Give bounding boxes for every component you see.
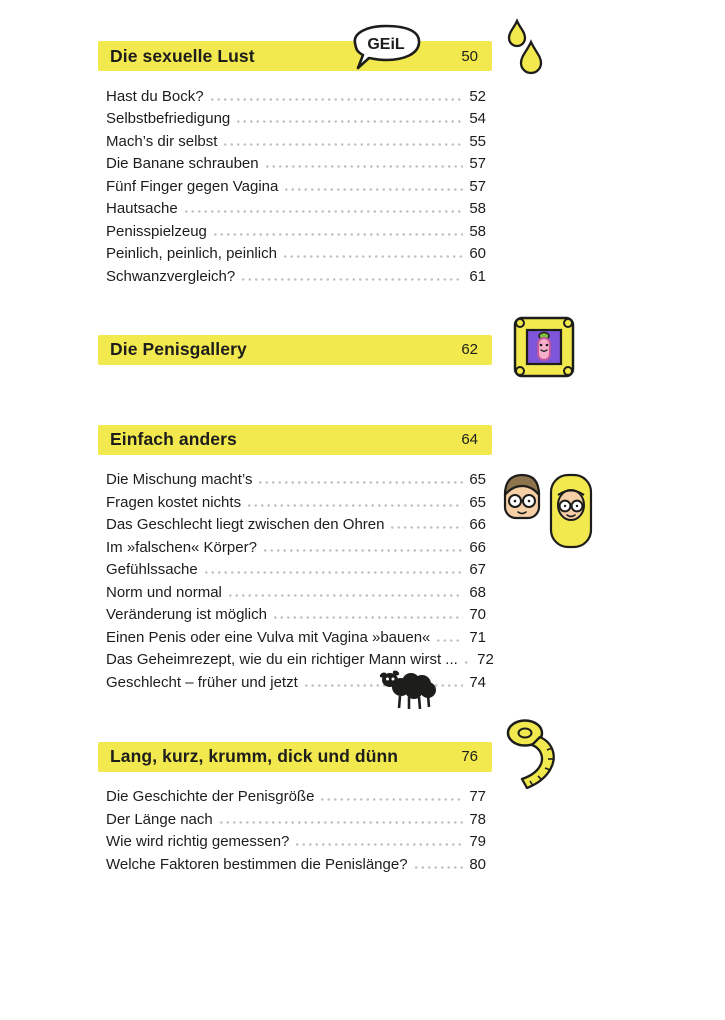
toc-entry [106, 830, 486, 853]
entry-page-number: 67 [469, 561, 486, 578]
entry-page-number: 55 [469, 132, 486, 150]
entry-label: Mach’s dir selbst [106, 132, 218, 150]
dotted-leader [319, 785, 463, 808]
toc-entry [106, 490, 486, 513]
section-title: Die Penisgallery [110, 339, 247, 359]
entry-page-number: 78 [469, 810, 486, 828]
entry-page-number: 80 [469, 855, 486, 873]
entry-label: Geschlecht – früher und jetzt [106, 673, 298, 691]
entry-label: Das Geheimrezept, wie du ein richtiger Mann wirst ... [106, 651, 458, 668]
entry-label: Die Banane schrauben [106, 155, 259, 172]
entry-label: Fünf Finger gegen Vagina [106, 177, 279, 195]
entry-label: Norm und normal [106, 583, 222, 601]
section-title: Einfach anders [110, 429, 237, 449]
section-title: Lang, kurz, krumm, dick und dünn [110, 746, 399, 766]
toc-entry [106, 852, 486, 875]
entry-label: Der Länge nach [106, 810, 213, 828]
water-drops-doodle [504, 18, 546, 80]
toc-entry [106, 264, 486, 287]
toc-entry [106, 535, 486, 558]
dotted-leader [227, 580, 463, 603]
entry-page-number: 60 [469, 245, 486, 262]
section-title: Die sexuelle Lust [110, 45, 255, 66]
entry-page-number: 68 [469, 583, 486, 601]
toc-entry [106, 219, 486, 242]
toc-section [98, 742, 492, 875]
black-sheep-doodle [376, 662, 440, 710]
entry-page-number: 58 [469, 200, 486, 217]
dotted-leader [463, 648, 471, 671]
toc-entry [106, 197, 486, 220]
entry-label: Selbstbefriedigung [106, 110, 231, 127]
entry-page-number: 58 [469, 222, 486, 240]
entry-page-number: 72 [477, 651, 494, 668]
toc-entry [106, 107, 486, 130]
dotted-leader [283, 174, 463, 197]
section-header [98, 425, 492, 455]
speech-bubble-text: GEiL [367, 36, 405, 53]
entry-label: Hast du Bock? [106, 87, 204, 105]
toc-section [98, 335, 492, 365]
toc-entry [106, 174, 486, 197]
section-page-number: 50 [461, 47, 478, 65]
framed-picture-doodle [512, 314, 576, 380]
entry-page-number: 57 [469, 155, 486, 172]
section-header [98, 41, 492, 71]
entry-page-number: 57 [469, 177, 486, 195]
dotted-leader [240, 264, 463, 287]
toc-entry [106, 625, 486, 648]
entry-label: Die Geschichte der Penisgröße [106, 788, 315, 805]
section-entries [98, 785, 492, 875]
entry-page-number: 65 [469, 471, 486, 488]
entry-page-number: 77 [469, 788, 486, 805]
section-entries [98, 468, 492, 693]
toc-entry [106, 558, 486, 581]
entry-label: Im »falschen« Körper? [106, 538, 257, 556]
toc-section [98, 425, 492, 693]
dotted-leader [272, 603, 463, 626]
entry-page-number: 54 [469, 110, 486, 127]
toc-entry [106, 807, 486, 830]
entry-label: Wie wird richtig gemessen? [106, 833, 290, 850]
entry-label: Das Geschlecht liegt zwischen den Ohren [106, 516, 385, 533]
entry-page-number: 66 [469, 538, 486, 556]
dotted-leader [246, 490, 463, 513]
entry-label: Peinlich, peinlich, peinlich [106, 245, 277, 262]
section-page-number: 62 [461, 341, 478, 358]
entry-page-number: 79 [469, 833, 486, 850]
toc-entry [106, 468, 486, 491]
two-faces-doodle [498, 468, 598, 553]
entry-label: Fragen kostet nichts [106, 493, 242, 511]
entry-label: Die Mischung macht’s [106, 471, 253, 488]
entry-page-number: 61 [469, 267, 486, 285]
entry-page-number: 70 [469, 606, 486, 623]
entry-page-number: 52 [469, 87, 486, 105]
entry-label: Penisspielzeug [106, 222, 207, 240]
dotted-leader [264, 152, 463, 175]
entry-page-number: 71 [469, 628, 486, 646]
toc-entry [106, 603, 486, 626]
section-page-number: 64 [461, 431, 478, 448]
dotted-leader [203, 558, 463, 581]
toc-section [98, 41, 492, 287]
toc-entry [106, 152, 486, 175]
toc-entry [106, 513, 486, 536]
dotted-leader [294, 830, 463, 853]
entry-label: Schwanzvergleich? [106, 267, 236, 285]
measuring-tape-doodle [503, 716, 567, 794]
entry-page-number: 65 [469, 493, 486, 511]
dotted-leader [222, 129, 463, 152]
entry-label: Veränderung ist möglich [106, 606, 267, 623]
section-header [98, 335, 492, 365]
toc-entry [106, 129, 486, 152]
section-page-number: 76 [461, 748, 478, 765]
dotted-leader [435, 625, 463, 648]
dotted-leader [209, 84, 463, 107]
toc-entry [106, 580, 486, 603]
toc-entry [106, 84, 486, 107]
entry-label: Hautsache [106, 200, 178, 217]
speech-bubble-geil-doodle [346, 22, 426, 72]
section-header [98, 742, 492, 772]
dotted-leader [235, 107, 463, 130]
entry-label: Gefühlssache [106, 561, 198, 578]
entry-label: Welche Faktoren bestimmen die Penislänge? [106, 855, 408, 873]
dotted-leader [212, 219, 463, 242]
dotted-leader [257, 468, 463, 491]
dotted-leader [218, 807, 463, 830]
entry-page-number: 66 [469, 516, 486, 533]
dotted-leader [413, 852, 463, 875]
entry-page-number: 74 [469, 673, 486, 691]
dotted-leader [262, 535, 463, 558]
dotted-leader [389, 513, 463, 536]
table-of-contents [98, 41, 492, 875]
toc-entry [106, 785, 486, 808]
dotted-leader [282, 242, 463, 265]
entry-label: Einen Penis oder eine Vulva mit Vagina »bauen« [106, 628, 431, 646]
section-entries [98, 84, 492, 287]
dotted-leader [183, 197, 463, 220]
toc-entry [106, 242, 486, 265]
